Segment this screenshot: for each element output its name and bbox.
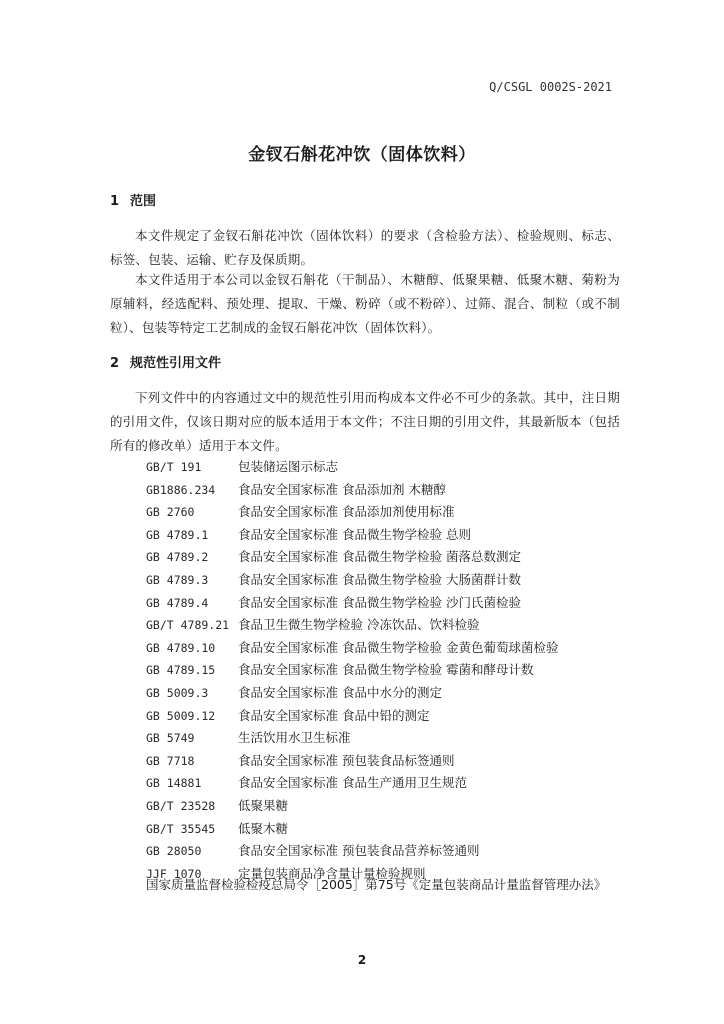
reference-item — [146, 637, 626, 660]
reference-item — [146, 569, 626, 592]
reference-title: 食品安全国家标准 食品微生物学检验 金黄色葡萄球菌检验 — [238, 639, 559, 655]
reference-title: 食品安全国家标准 食品添加剂 木糖醇 — [238, 481, 446, 497]
reference-item — [146, 727, 626, 750]
reference-code: GB 4789.15 — [146, 663, 216, 678]
reference-title: 食品安全国家标准 食品微生物学检验 霉菌和酵母计数 — [238, 662, 534, 678]
reference-code: GB 7718 — [146, 753, 195, 768]
section-heading-scope — [110, 190, 156, 209]
reference-title: 食品安全国家标准 食品中水分的测定 — [238, 684, 442, 700]
section-number: 1 — [110, 194, 120, 209]
reference-item — [146, 614, 626, 637]
reference-item — [146, 840, 626, 863]
reference-item — [146, 479, 626, 502]
section-title: 范围 — [130, 194, 157, 209]
reference-code: GB 14881 — [146, 776, 202, 791]
reference-code: GB 4789.3 — [146, 572, 209, 587]
reference-title: 低聚木糖 — [238, 820, 289, 836]
reference-item — [146, 546, 626, 569]
reference-code: GB 4789.1 — [146, 527, 209, 542]
reference-item — [146, 682, 626, 705]
reference-item — [146, 705, 626, 728]
section-heading-normative-references — [110, 352, 221, 371]
reference-title: 食品安全国家标准 预包装食品营养标签通则 — [238, 843, 480, 859]
reference-list — [146, 456, 626, 885]
reference-code: GB 4789.10 — [146, 640, 216, 655]
reference-code: GB/T 191 — [146, 460, 202, 474]
reference-code: GB 4789.4 — [146, 595, 209, 610]
reference-code: GB 5009.12 — [146, 708, 216, 723]
reference-code: GB 5749 — [146, 731, 195, 746]
reference-code: GB/T 23528 — [146, 798, 216, 813]
reference-code: GB1886.234 — [146, 482, 216, 497]
reference-title: 食品安全国家标准 食品生产通用卫生规范 — [238, 775, 467, 791]
regulation-reference-note: 国家质量监督检验检疫总局令［2005］第75号《定量包装商品计量监督管理办法》 — [146, 877, 607, 892]
reference-item — [146, 524, 626, 547]
reference-code: GB 4789.2 — [146, 550, 209, 565]
reference-item — [146, 795, 626, 818]
reference-code: GB 2760 — [146, 505, 195, 520]
standard-code: Q/CSGL 0002S-2021 — [489, 80, 612, 94]
references-intro-paragraph: 下列文件中的内容通过文中的规范性引用而构成本文件必不可少的条款。其中，注日期的引用文件，仅该日期对应的版本适用于本文件；不注日期的引用文件，其最新版本（包括所有的修改单）适用于本文件。 — [110, 390, 620, 453]
reference-title: 食品安全国家标准 预包装食品标签通则 — [238, 752, 455, 768]
scope-paragraph-1: 本文件规定了金钗石斛花冲饮（固体饮料）的要求（含检验方法）、检验规则、标志、标签、包装、运输、贮存及保质期。 — [110, 228, 620, 267]
reference-item — [146, 659, 626, 682]
reference-title: 食品卫生微生物学检验 冷冻饮品、饮料检验 — [238, 617, 480, 633]
reference-code: JJF 1070 — [146, 866, 202, 881]
reference-title: 食品安全国家标准 食品微生物学检验 菌落总数测定 — [238, 549, 521, 565]
reference-title: 低聚果糖 — [238, 797, 289, 813]
reference-item — [146, 592, 626, 615]
document-title: 金钗石斛花冲饮（固体饮料） — [248, 145, 476, 165]
section-title: 规范性引用文件 — [130, 356, 222, 371]
page-number: 2 — [357, 953, 367, 967]
section-number: 2 — [110, 356, 120, 371]
reference-code: GB 5009.3 — [146, 685, 209, 700]
reference-code: GB/T 35545 — [146, 821, 216, 836]
scope-paragraph-2: 本文件适用于本公司以金钗石斛花（干制品）、木糖醇、低聚果糖、低聚木糖、菊粉为原辅料，经选配料、预处理、提取、干燥、粉碎（或不粉碎）、过筛、混合、制粒（或不制粒）、包装等特定工艺制成的金钗石斛花冲饮（固体饮料）。 — [110, 272, 620, 335]
reference-code: GB 28050 — [146, 844, 202, 859]
reference-item — [146, 750, 626, 773]
reference-code: GB/T 4789.21 — [146, 618, 230, 633]
reference-item — [146, 772, 626, 795]
reference-title: 食品安全国家标准 食品微生物学检验 沙门氏菌检验 — [238, 594, 521, 610]
reference-title: 包装储运图示标志 — [238, 459, 339, 474]
reference-title: 食品安全国家标准 食品微生物学检验 大肠菌群计数 — [238, 571, 521, 587]
reference-title: 生活饮用水卫生标准 — [238, 730, 351, 746]
reference-title: 食品安全国家标准 食品添加剂使用标准 — [238, 504, 455, 520]
reference-item — [146, 456, 626, 479]
reference-title: 食品安全国家标准 食品微生物学检验 总则 — [238, 526, 471, 542]
reference-item — [146, 818, 626, 841]
reference-title: 定量包装商品净含量计量检验规则 — [238, 865, 426, 881]
reference-title: 食品安全国家标准 食品中铅的测定 — [238, 707, 430, 723]
reference-item — [146, 501, 626, 524]
